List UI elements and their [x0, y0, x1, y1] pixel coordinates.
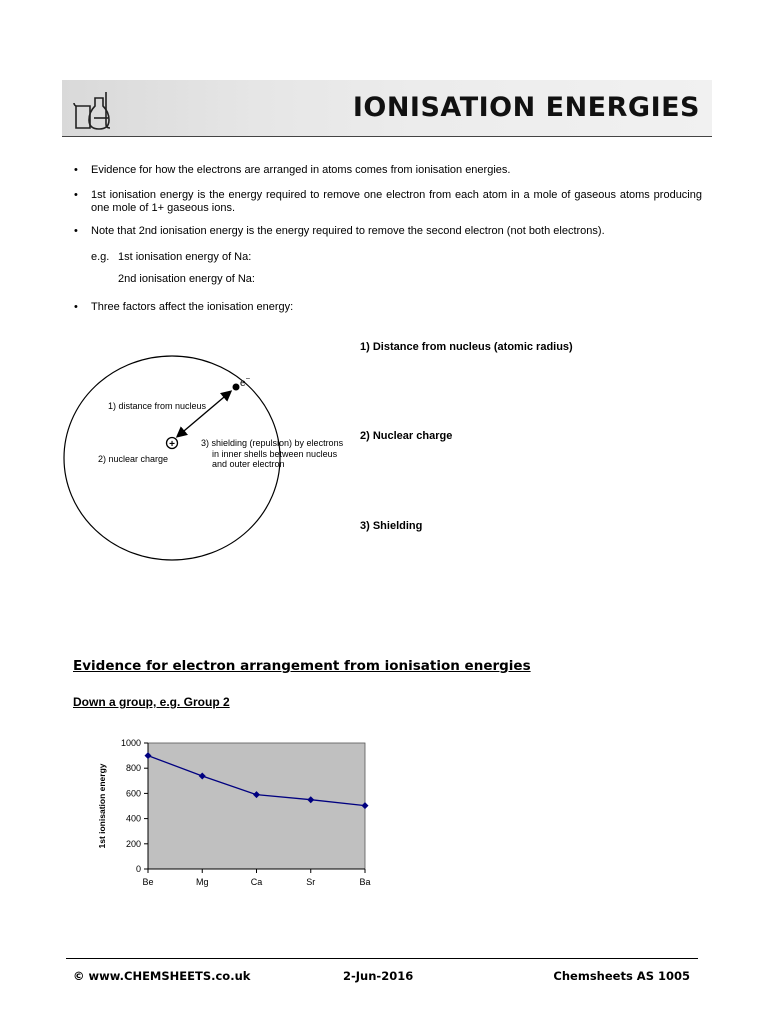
distance-arrow	[178, 392, 230, 436]
bullet-marker: •	[74, 301, 78, 313]
footer-divider	[66, 958, 698, 959]
factor-nuclear-charge: 2) Nuclear charge	[360, 430, 453, 442]
example-prefix: e.g.	[91, 251, 110, 263]
y-tick-label: 800	[125, 763, 141, 774]
y-axis-label: 1st ionisation energy	[97, 763, 107, 849]
y-tick-label: 1000	[120, 738, 141, 748]
factor-shielding: 3) Shielding	[360, 520, 423, 532]
x-tick-label: Sr	[306, 877, 316, 887]
electron-label: e	[240, 378, 246, 389]
footer-copyright: © www.CHEMSHEETS.co.uk	[73, 969, 251, 983]
bullet-marker: •	[74, 225, 78, 237]
bullet-text: 1st ionisation energy is the energy required to remove one electron from each atom in a mole of gaseous atoms producing one mole of 1+ gaseous ions.	[91, 189, 702, 214]
y-tick-label: 0	[135, 864, 141, 874]
bullet-marker: •	[74, 164, 78, 176]
header-banner	[62, 80, 712, 137]
section-heading: Evidence for electron arrangement from ionisation energies	[73, 658, 531, 674]
electron-charge: –	[246, 375, 250, 382]
example-line-1: 1st ionisation energy of Na:	[118, 251, 252, 263]
lab-glassware-icon	[72, 88, 116, 132]
plot-area	[148, 743, 365, 869]
page-title: IONISATION ENERGIES	[352, 92, 700, 123]
nucleus-symbol: +	[169, 439, 175, 450]
bullet-text: Three factors affect the ionisation energy:	[91, 301, 294, 313]
footer-reference: Chemsheets AS 1005	[553, 969, 690, 983]
y-tick-label: 200	[125, 838, 141, 849]
x-tick-label: Ba	[359, 877, 371, 887]
factor-distance: 1) Distance from nucleus (atomic radius)	[360, 341, 573, 353]
shielding-label-3: and outer electron	[212, 459, 285, 469]
footer-date: 2-Jun-2016	[343, 969, 414, 983]
bullet-text: Evidence for how the electrons are arranged in atoms comes from ionisation energies.	[91, 164, 511, 176]
bullet-text: Note that 2nd ionisation energy is the energy required to remove the second electron (not both electrons).	[91, 225, 605, 237]
nuclear-charge-label: 2) nuclear charge	[98, 454, 169, 464]
shielding-label-1: 3) shielding (repulsion) by electrons	[201, 438, 344, 448]
shielding-label-2: in inner shells between nucleus	[212, 449, 338, 459]
x-tick-label: Be	[142, 877, 154, 887]
x-tick-label: Ca	[250, 877, 263, 887]
y-tick-label: 400	[125, 813, 141, 824]
example-line-2: 2nd ionisation energy of Na:	[118, 273, 255, 285]
bullet-marker: •	[74, 189, 78, 201]
y-tick-label: 600	[125, 788, 141, 799]
atom-diagram	[60, 350, 360, 570]
electron-dot	[233, 384, 240, 391]
x-tick-label: Mg	[195, 877, 209, 887]
ionisation-chart	[60, 730, 390, 900]
subheading: Down a group, e.g. Group 2	[73, 695, 230, 709]
distance-label: 1) distance from nucleus	[108, 401, 207, 411]
